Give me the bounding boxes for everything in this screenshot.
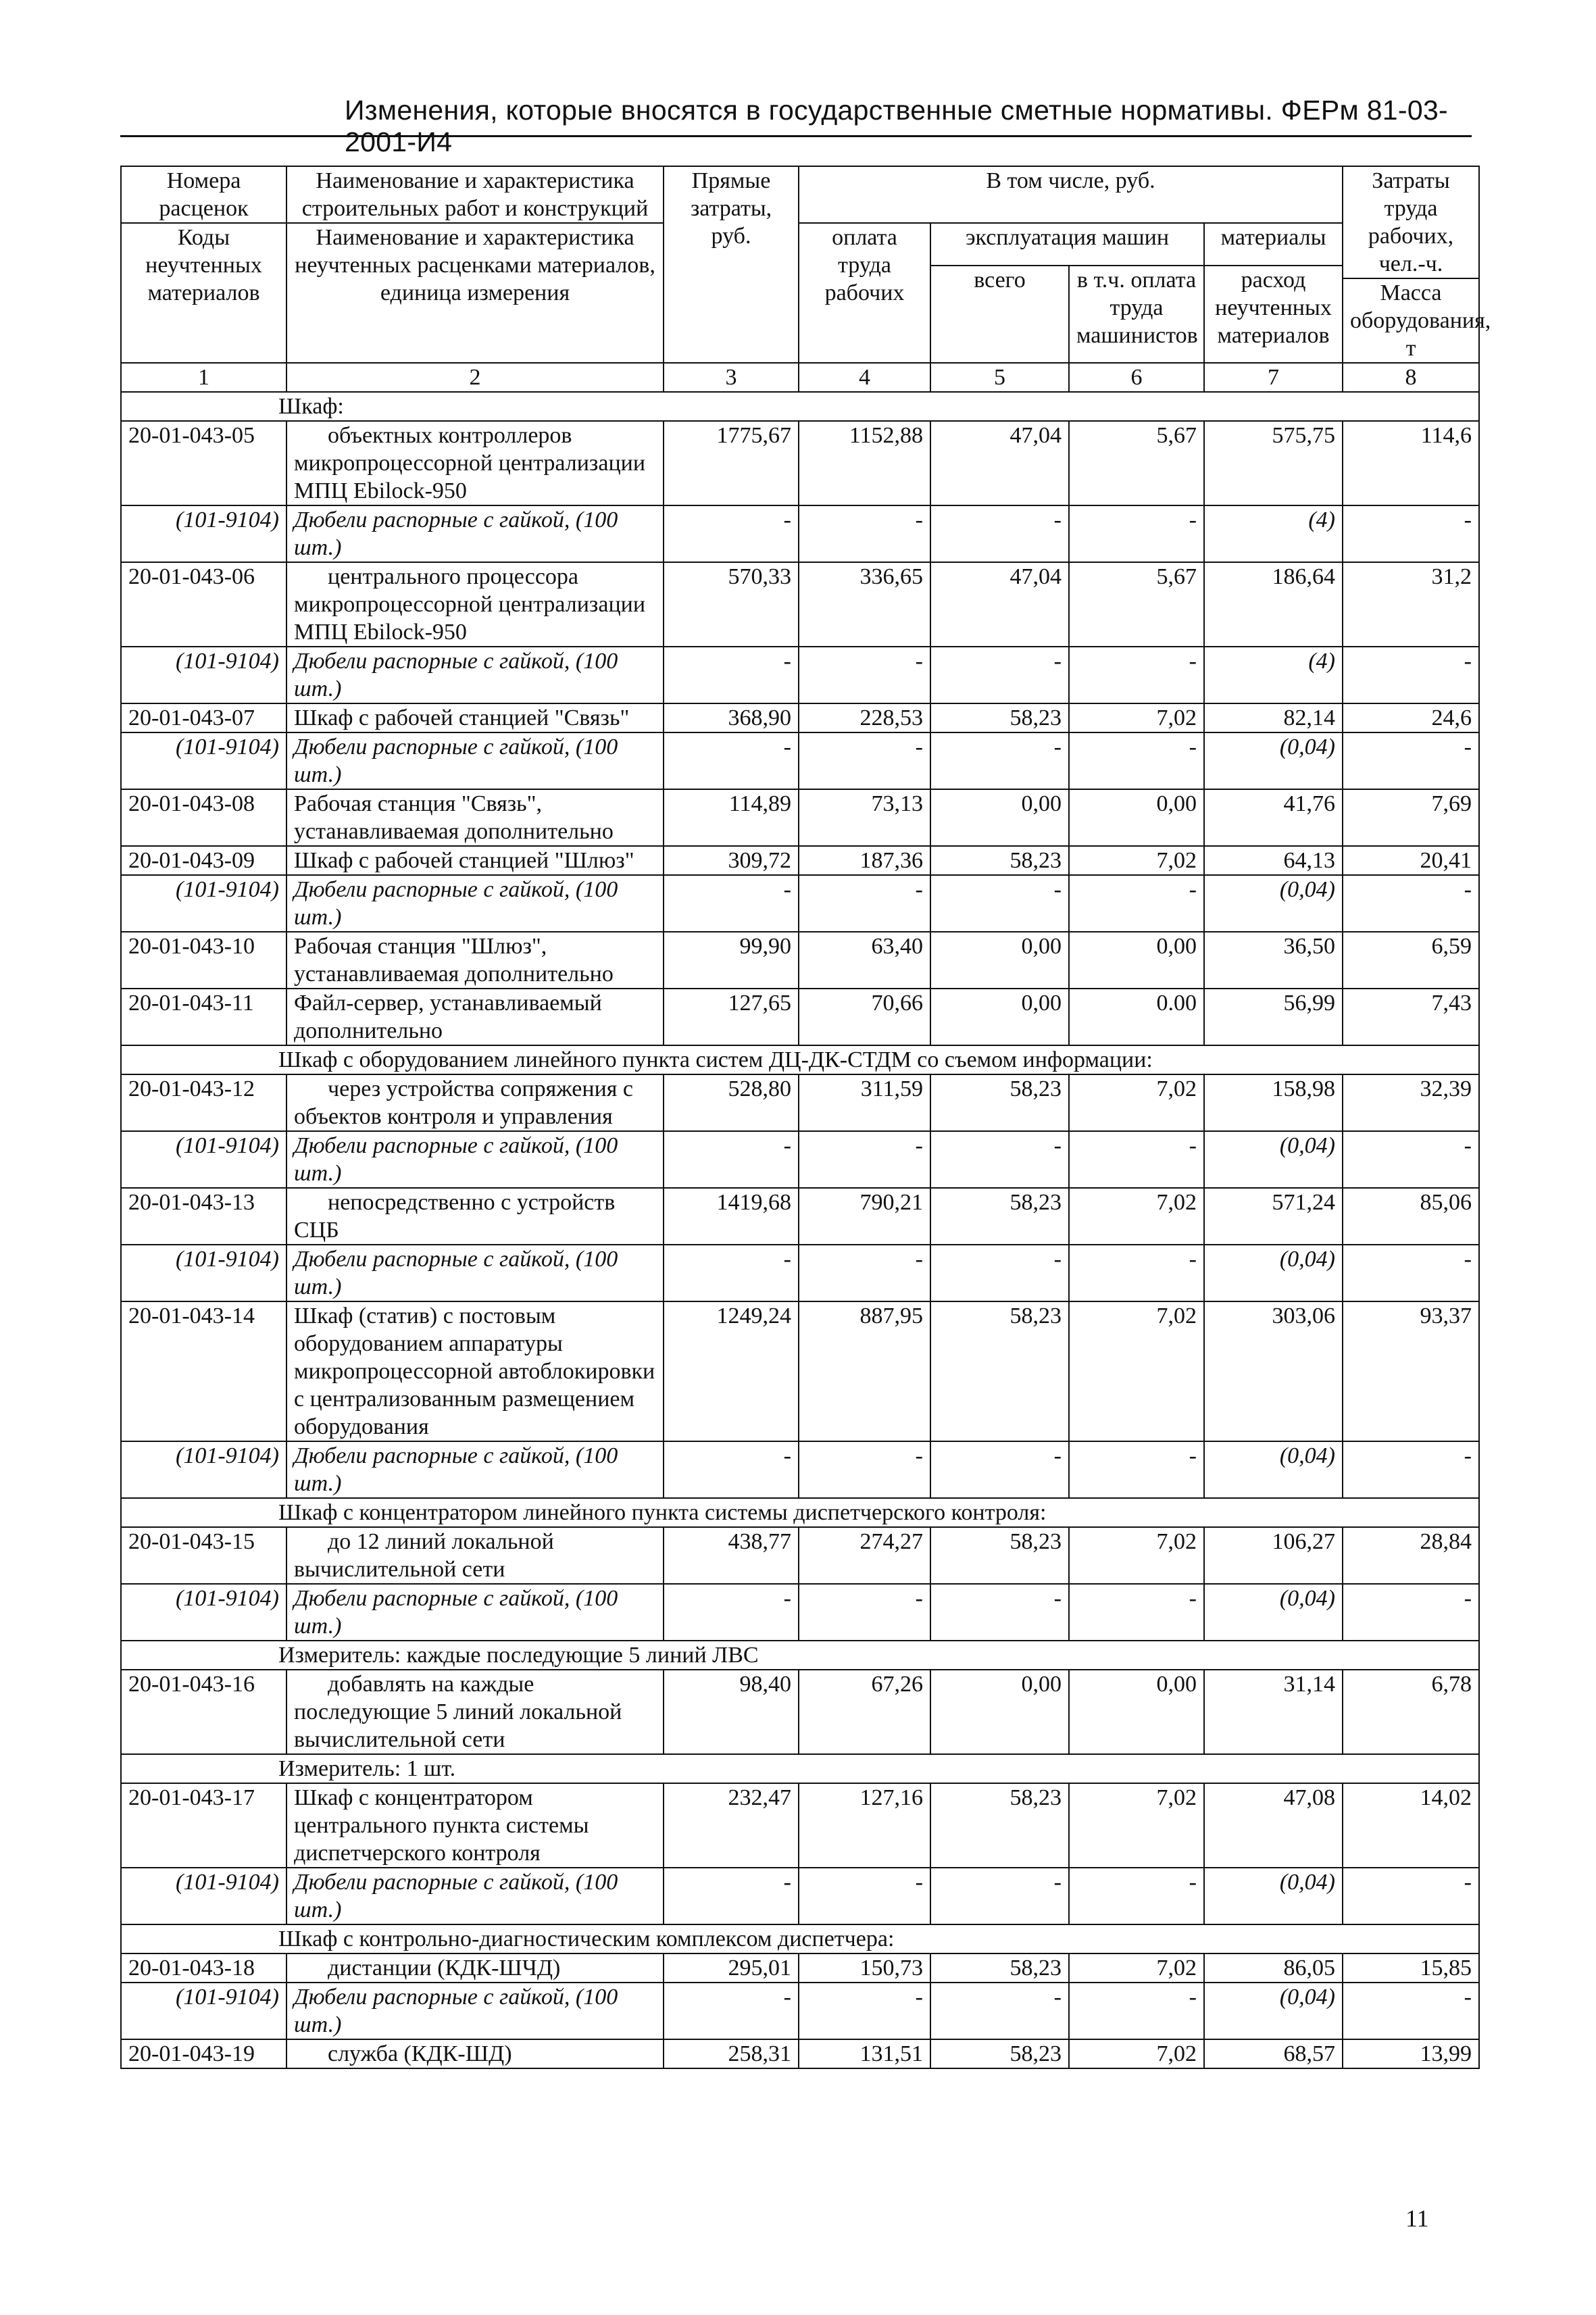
section-heading: Шкаф с контрольно-диагностическим комплексом диспетчера:: [121, 1924, 1479, 1953]
value-cell: 295,01: [664, 1953, 799, 1983]
value-cell: -: [930, 647, 1069, 703]
value-cell: 99,90: [664, 932, 799, 989]
value-cell: 7,02: [1069, 846, 1204, 875]
value-cell: -: [664, 1983, 799, 2039]
rate-name: непосредственно с устройств СЦБ: [286, 1188, 664, 1245]
value-cell: 7,02: [1069, 1527, 1204, 1584]
header-labor-costs: Затраты труда рабочих, чел.-ч.: [1343, 166, 1479, 278]
value-cell: 58,23: [930, 1527, 1069, 1584]
rate-code: 20-01-043-16: [121, 1670, 286, 1754]
value-cell: 127,16: [799, 1783, 930, 1868]
header-rule: [120, 135, 1472, 137]
value-cell: 6,78: [1343, 1670, 1479, 1754]
value-cell: 58,23: [930, 1188, 1069, 1245]
header-col1-bottom: Коды неучтенных материалов: [121, 223, 286, 363]
value-cell: -: [664, 647, 799, 703]
value-cell: 56,99: [1204, 989, 1343, 1045]
table-body: [121, 392, 1479, 2068]
value-cell: -: [1343, 647, 1479, 703]
value-cell: -: [664, 732, 799, 789]
rate-name: Шкаф (статив) с постовым оборудованием аппаратуры микропроцессорной автоблокировки с централизованным размещением оборудования: [286, 1301, 664, 1441]
rate-code: 20-01-043-19: [121, 2039, 286, 2068]
value-cell: -: [799, 1584, 930, 1641]
value-cell: 186,64: [1204, 562, 1343, 647]
rate-name: Рабочая станция "Связь", устанавливаемая дополнительно: [286, 789, 664, 846]
value-cell: 58,23: [930, 1783, 1069, 1868]
section-heading-row: [121, 1641, 1479, 1670]
value-cell: 528,80: [664, 1074, 799, 1131]
value-cell: -: [664, 1245, 799, 1301]
material-code: (101-9104): [121, 1584, 286, 1641]
header-direct-costs: Прямые затраты, руб.: [664, 166, 799, 363]
value-cell: 1775,67: [664, 421, 799, 505]
value-cell: -: [1343, 1441, 1479, 1498]
value-cell: -: [1343, 1868, 1479, 1924]
value-cell: -: [1343, 732, 1479, 789]
value-cell: 28,84: [1343, 1527, 1479, 1584]
value-cell: (0,04): [1204, 1584, 1343, 1641]
rate-code: 20-01-043-09: [121, 846, 286, 875]
material-row: [121, 1983, 1479, 2039]
value-cell: -: [930, 1245, 1069, 1301]
rate-name: центрального процессора микропроцессорной централизации МПЦ Ebilock-950: [286, 562, 664, 647]
material-code: (101-9104): [121, 1245, 286, 1301]
value-cell: -: [799, 1131, 930, 1188]
section-heading: Шкаф:: [121, 392, 1479, 421]
value-cell: (0,04): [1204, 1983, 1343, 2039]
value-cell: 0,00: [1069, 1670, 1204, 1754]
value-cell: 0,00: [930, 789, 1069, 846]
value-cell: 36,50: [1204, 932, 1343, 989]
value-cell: 1152,88: [799, 421, 930, 505]
header-machine-total: всего: [930, 266, 1069, 364]
value-cell: 31,2: [1343, 562, 1479, 647]
value-cell: 58,23: [930, 1074, 1069, 1131]
header-machine-operation: эксплуатация машин: [930, 223, 1204, 266]
rate-row: [121, 1783, 1479, 1868]
value-cell: 7,02: [1069, 1953, 1204, 1983]
value-cell: -: [664, 505, 799, 562]
header-materials: материалы: [1204, 223, 1343, 266]
rate-row: [121, 989, 1479, 1045]
rate-name: служба (КДК-ШД): [286, 2039, 664, 2068]
value-cell: 187,36: [799, 846, 930, 875]
value-cell: 114,6: [1343, 421, 1479, 505]
material-row: [121, 1868, 1479, 1924]
value-cell: 63,40: [799, 932, 930, 989]
value-cell: 24,6: [1343, 703, 1479, 732]
value-cell: -: [799, 1868, 930, 1924]
value-cell: 41,76: [1204, 789, 1343, 846]
rate-row: [121, 1301, 1479, 1441]
value-cell: 73,13: [799, 789, 930, 846]
section-heading: Шкаф с концентратором линейного пункта системы диспетчерского контроля:: [121, 1498, 1479, 1527]
value-cell: 571,24: [1204, 1188, 1343, 1245]
value-cell: -: [930, 1441, 1069, 1498]
material-name: Дюбели распорные с гайкой, (100 шт.): [286, 875, 664, 932]
material-name: Дюбели распорные с гайкой, (100 шт.): [286, 732, 664, 789]
value-cell: -: [1069, 732, 1204, 789]
material-code: (101-9104): [121, 1131, 286, 1188]
rate-name: Рабочая станция "Шлюз", устанавливаемая дополнительно: [286, 932, 664, 989]
rate-name: объектных контроллеров микропроцессорной централизации МПЦ Ebilock-950: [286, 421, 664, 505]
value-cell: 5,67: [1069, 562, 1204, 647]
material-name: Дюбели распорные с гайкой, (100 шт.): [286, 505, 664, 562]
value-cell: 98,40: [664, 1670, 799, 1754]
value-cell: -: [664, 1131, 799, 1188]
material-row: [121, 875, 1479, 932]
value-cell: 58,23: [930, 1953, 1069, 1983]
value-cell: 0,00: [1069, 932, 1204, 989]
value-cell: -: [799, 732, 930, 789]
value-cell: 64,13: [1204, 846, 1343, 875]
value-cell: 309,72: [664, 846, 799, 875]
section-heading-row: [121, 1754, 1479, 1783]
rates-table: [120, 166, 1491, 2069]
value-cell: 14,02: [1343, 1783, 1479, 1868]
value-cell: 887,95: [799, 1301, 930, 1441]
header-col1-top: Номера расценок: [121, 166, 286, 223]
rate-row: [121, 703, 1479, 732]
value-cell: 570,33: [664, 562, 799, 647]
value-cell: 0,00: [930, 932, 1069, 989]
value-cell: 7,02: [1069, 703, 1204, 732]
value-cell: 7,43: [1343, 989, 1479, 1045]
material-name: Дюбели распорные с гайкой, (100 шт.): [286, 1868, 664, 1924]
value-cell: 93,37: [1343, 1301, 1479, 1441]
value-cell: 336,65: [799, 562, 930, 647]
value-cell: 1249,24: [664, 1301, 799, 1441]
value-cell: 575,75: [1204, 421, 1343, 505]
rate-name: до 12 линий локальной вычислительной сети: [286, 1527, 664, 1584]
material-row: [121, 732, 1479, 789]
rate-row: [121, 932, 1479, 989]
value-cell: 47,08: [1204, 1783, 1343, 1868]
material-row: [121, 1441, 1479, 1498]
column-number: 5: [930, 363, 1069, 392]
value-cell: 127,65: [664, 989, 799, 1045]
value-cell: (4): [1204, 505, 1343, 562]
value-cell: 86,05: [1204, 1953, 1343, 1983]
value-cell: 47,04: [930, 562, 1069, 647]
page-title: Изменения, которые вносятся в государственные сметные нормативы. ФЕРм 81-03-2001-И4: [345, 95, 1449, 157]
value-cell: 150,73: [799, 1953, 930, 1983]
value-cell: -: [1343, 505, 1479, 562]
rate-code: 20-01-043-07: [121, 703, 286, 732]
value-cell: -: [799, 647, 930, 703]
value-cell: 114,89: [664, 789, 799, 846]
section-heading-row: [121, 1045, 1479, 1074]
rate-code: 20-01-043-13: [121, 1188, 286, 1245]
rate-row: [121, 1527, 1479, 1584]
value-cell: (4): [1204, 647, 1343, 703]
value-cell: -: [799, 1983, 930, 2039]
rate-name: через устройства сопряжения с объектов контроля и управления: [286, 1074, 664, 1131]
rate-row: [121, 2039, 1479, 2068]
value-cell: -: [1069, 875, 1204, 932]
value-cell: 232,47: [664, 1783, 799, 1868]
value-cell: -: [799, 1441, 930, 1498]
rate-row: [121, 421, 1479, 505]
value-cell: -: [1069, 1584, 1204, 1641]
header-col2-top: Наименование и характеристика строительных работ и конструкций: [286, 166, 664, 223]
material-name: Дюбели распорные с гайкой, (100 шт.): [286, 1245, 664, 1301]
column-number: 1: [121, 363, 286, 392]
rate-row: [121, 789, 1479, 846]
value-cell: (0,04): [1204, 1245, 1343, 1301]
value-cell: -: [1069, 1245, 1204, 1301]
value-cell: -: [930, 875, 1069, 932]
rate-name: Шкаф с концентратором центрального пункта системы диспетчерского контроля: [286, 1783, 664, 1868]
value-cell: 0.00: [1069, 989, 1204, 1045]
material-name: Дюбели распорные с гайкой, (100 шт.): [286, 1584, 664, 1641]
table-header: [121, 166, 1491, 392]
value-cell: 0,00: [1069, 789, 1204, 846]
material-name: Дюбели распорные с гайкой, (100 шт.): [286, 1983, 664, 2039]
material-row: [121, 505, 1479, 562]
rate-code: 20-01-043-08: [121, 789, 286, 846]
section-heading-row: [121, 1924, 1479, 1953]
page-number: 11: [1405, 2205, 1429, 2232]
header-equipment-mass: Масса оборудования, т: [1343, 278, 1479, 363]
rate-code: 20-01-043-11: [121, 989, 286, 1045]
value-cell: 6,59: [1343, 932, 1479, 989]
header-col2-bottom: Наименование и характеристика неучтенных расценками материалов, единица измерения: [286, 223, 664, 363]
value-cell: (0,04): [1204, 1441, 1343, 1498]
value-cell: 7,69: [1343, 789, 1479, 846]
value-cell: -: [930, 1584, 1069, 1641]
value-cell: 438,77: [664, 1527, 799, 1584]
value-cell: (0,04): [1204, 1131, 1343, 1188]
value-cell: 70,66: [799, 989, 930, 1045]
value-cell: 106,27: [1204, 1527, 1343, 1584]
rate-row: [121, 1074, 1479, 1131]
value-cell: -: [1069, 505, 1204, 562]
value-cell: -: [930, 1983, 1069, 2039]
section-heading-row: [121, 1498, 1479, 1527]
value-cell: (0,04): [1204, 1868, 1343, 1924]
section-heading-row: [121, 392, 1479, 421]
value-cell: 7,02: [1069, 1783, 1204, 1868]
value-cell: 32,39: [1343, 1074, 1479, 1131]
value-cell: 0,00: [930, 989, 1069, 1045]
material-row: [121, 1245, 1479, 1301]
value-cell: 131,51: [799, 2039, 930, 2068]
value-cell: 58,23: [930, 846, 1069, 875]
value-cell: -: [799, 1245, 930, 1301]
material-row: [121, 1131, 1479, 1188]
value-cell: 7,02: [1069, 1074, 1204, 1131]
value-cell: 82,14: [1204, 703, 1343, 732]
material-code: (101-9104): [121, 647, 286, 703]
value-cell: -: [1069, 1441, 1204, 1498]
value-cell: 13,99: [1343, 2039, 1479, 2068]
value-cell: -: [799, 505, 930, 562]
rate-code: 20-01-043-12: [121, 1074, 286, 1131]
value-cell: 67,26: [799, 1670, 930, 1754]
value-cell: -: [664, 1584, 799, 1641]
header-materials-sub: расход неучтенных материалов: [1204, 266, 1343, 364]
value-cell: -: [1343, 1584, 1479, 1641]
value-cell: -: [1343, 1983, 1479, 2039]
value-cell: -: [1343, 1245, 1479, 1301]
value-cell: -: [1343, 1131, 1479, 1188]
header-machinist-wages: в т.ч. оплата труда машинистов: [1069, 266, 1204, 364]
rate-name: Шкаф с рабочей станцией "Связь": [286, 703, 664, 732]
header-wages: оплата труда рабочих: [799, 223, 930, 363]
value-cell: (0,04): [1204, 875, 1343, 932]
column-numbers-row: [121, 363, 1479, 392]
value-cell: 58,23: [930, 703, 1069, 732]
value-cell: 20,41: [1343, 846, 1479, 875]
value-cell: 311,59: [799, 1074, 930, 1131]
material-code: (101-9104): [121, 1983, 286, 2039]
column-number: 3: [664, 363, 799, 392]
rate-name: добавлять на каждые последующие 5 линий локальной вычислительной сети: [286, 1670, 664, 1754]
rate-row: [121, 1188, 1479, 1245]
value-cell: -: [799, 875, 930, 932]
value-cell: 258,31: [664, 2039, 799, 2068]
rate-code: 20-01-043-15: [121, 1527, 286, 1584]
value-cell: 15,85: [1343, 1953, 1479, 1983]
rate-name: дистанции (КДК-ШЧД): [286, 1953, 664, 1983]
value-cell: -: [930, 505, 1069, 562]
value-cell: 7,02: [1069, 1301, 1204, 1441]
value-cell: -: [1069, 1983, 1204, 2039]
value-cell: 5,67: [1069, 421, 1204, 505]
value-cell: 228,53: [799, 703, 930, 732]
value-cell: 158,98: [1204, 1074, 1343, 1131]
material-name: Дюбели распорные с гайкой, (100 шт.): [286, 1441, 664, 1498]
section-heading: Шкаф с оборудованием линейного пункта систем ДЦ-ДК-СТДМ со съемом информации:: [121, 1045, 1479, 1074]
column-number: 8: [1343, 363, 1479, 392]
value-cell: -: [664, 1868, 799, 1924]
material-row: [121, 647, 1479, 703]
rate-row: [121, 1670, 1479, 1754]
rate-name: Шкаф с рабочей станцией "Шлюз": [286, 846, 664, 875]
rate-row: [121, 562, 1479, 647]
value-cell: 1419,68: [664, 1188, 799, 1245]
section-heading: Измеритель: 1 шт.: [121, 1754, 1479, 1783]
value-cell: -: [1069, 1868, 1204, 1924]
value-cell: 85,06: [1343, 1188, 1479, 1245]
value-cell: -: [1343, 875, 1479, 932]
value-cell: -: [930, 732, 1069, 789]
rate-code: 20-01-043-17: [121, 1783, 286, 1868]
value-cell: 303,06: [1204, 1301, 1343, 1441]
material-name: Дюбели распорные с гайкой, (100 шт.): [286, 1131, 664, 1188]
rate-name: Файл-сервер, устанавливаемый дополнительно: [286, 989, 664, 1045]
rate-code: 20-01-043-14: [121, 1301, 286, 1441]
material-code: (101-9104): [121, 1868, 286, 1924]
value-cell: 274,27: [799, 1527, 930, 1584]
material-name: Дюбели распорные с гайкой, (100 шт.): [286, 647, 664, 703]
material-code: (101-9104): [121, 1441, 286, 1498]
rate-code: 20-01-043-05: [121, 421, 286, 505]
column-number: 6: [1069, 363, 1204, 392]
value-cell: 47,04: [930, 421, 1069, 505]
value-cell: 7,02: [1069, 2039, 1204, 2068]
value-cell: -: [930, 1868, 1069, 1924]
section-heading: Измеритель: каждые последующие 5 линий ЛВС: [121, 1641, 1479, 1670]
value-cell: -: [1069, 1131, 1204, 1188]
value-cell: 790,21: [799, 1188, 930, 1245]
value-cell: 368,90: [664, 703, 799, 732]
value-cell: -: [1069, 647, 1204, 703]
rate-code: 20-01-043-18: [121, 1953, 286, 1983]
rate-row: [121, 846, 1479, 875]
value-cell: -: [664, 875, 799, 932]
value-cell: (0,04): [1204, 732, 1343, 789]
material-code: (101-9104): [121, 732, 286, 789]
value-cell: -: [664, 1441, 799, 1498]
value-cell: 7,02: [1069, 1188, 1204, 1245]
column-number: 7: [1204, 363, 1343, 392]
column-number: 2: [286, 363, 664, 392]
header-including: В том числе, руб.: [799, 166, 1343, 223]
value-cell: 58,23: [930, 2039, 1069, 2068]
value-cell: 31,14: [1204, 1670, 1343, 1754]
rate-code: 20-01-043-06: [121, 562, 286, 647]
rate-row: [121, 1953, 1479, 1983]
column-number: 4: [799, 363, 930, 392]
rate-code: 20-01-043-10: [121, 932, 286, 989]
material-code: (101-9104): [121, 875, 286, 932]
value-cell: 68,57: [1204, 2039, 1343, 2068]
value-cell: 0,00: [930, 1670, 1069, 1754]
value-cell: -: [930, 1131, 1069, 1188]
value-cell: 58,23: [930, 1301, 1069, 1441]
material-row: [121, 1584, 1479, 1641]
material-code: (101-9104): [121, 505, 286, 562]
